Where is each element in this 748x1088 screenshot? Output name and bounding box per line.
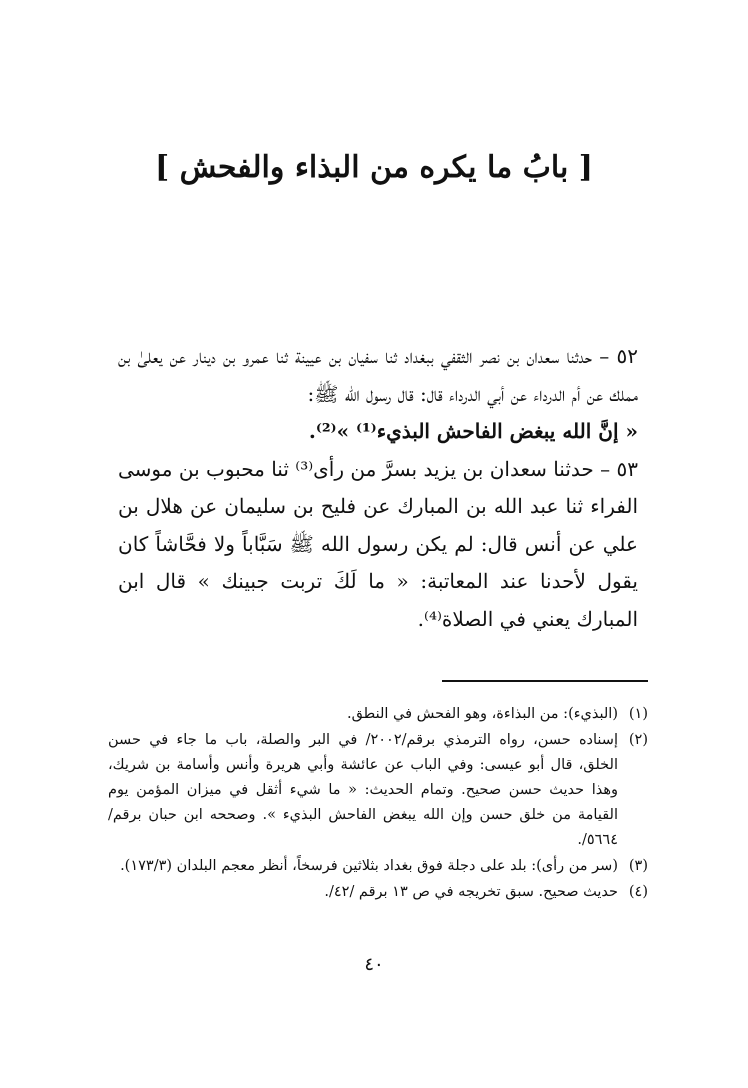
footnote-number: (٣)	[628, 858, 648, 874]
footnote-1	[108, 702, 648, 727]
page-number: ٤٠	[364, 954, 384, 975]
footnote-number: (٤)	[628, 884, 648, 900]
footnote-4	[108, 880, 648, 905]
footnotes	[108, 702, 648, 906]
footnote-number: (١)	[628, 706, 648, 722]
hadith-52-text: « إنَّ الله يبغض الفاحش البذيء⁽¹⁾ »⁽²⁾.	[308, 419, 638, 443]
hadith-52: ٥٢ – حدثنا سعدان بن نصر الثقفي ببغداد ثنا سفيان بن عيينة ثنا عمرو بن دينار عن يعلىٰ بن مملك عن أم الدرداء عن أبي الدرداء قال: قال رسول الله ﷺ:	[118, 344, 638, 406]
footnote-2	[108, 728, 648, 853]
footnote-divider	[442, 680, 648, 682]
hadith-53: ٥٣ – حدثنا سعدان بن يزيد بسرَّ من رأى⁽³⁾ ثنا محبوب بن موسى الفراء ثنا عبد الله بن المبارك عن فليح بن سليمان عن هلال بن علي عن أنس قال: لم يكن رسول الله ﷺ سَبَّاباً ولا فحَّاشاً كان يقول لأحدنا عند المعاتبة: « ما لَكَ تربت جبينك » قال ابن المبارك يعني في الصلاة⁽⁴⁾.	[118, 456, 639, 631]
chapter-title: [ بابُ ما يكره من البذاء والفحش ]	[154, 150, 593, 185]
main-text	[118, 338, 638, 638]
footnote-text: إسناده حسن، رواه الترمذي برقم/٢٠٠٢/ في البر والصلة، باب ما جاء في حسن الخلق، قال أبو عيسى: وفي الباب عن عائشة وأبي هريرة وأنس وأسامة بن شريك، وهذا حديث حسن صحيح. وتمام الحديث: « ما شيء أثقل في ميزان المؤمن يوم القيامة من خلق حسن وإن الله يبغض الفاحش البذيء ». وصححه ابن حبان برقم/٥٦٦٤/.	[108, 732, 618, 848]
footnote-3	[108, 854, 648, 879]
footnote-number: (٢)	[628, 732, 648, 748]
footnote-text: (سر من رأى): بلد على دجلة فوق بغداد بثلاثين فرسخاً، أنظر معجم البلدان (١٧٣/٣).	[120, 858, 618, 874]
footnote-text: (البذيء): من البذاءة، وهو الفحش في النطق.	[346, 706, 618, 722]
footnote-text: حديث صحيح. سبق تخريجه في ص ١٣ برقم /٤٢/.	[324, 884, 618, 900]
